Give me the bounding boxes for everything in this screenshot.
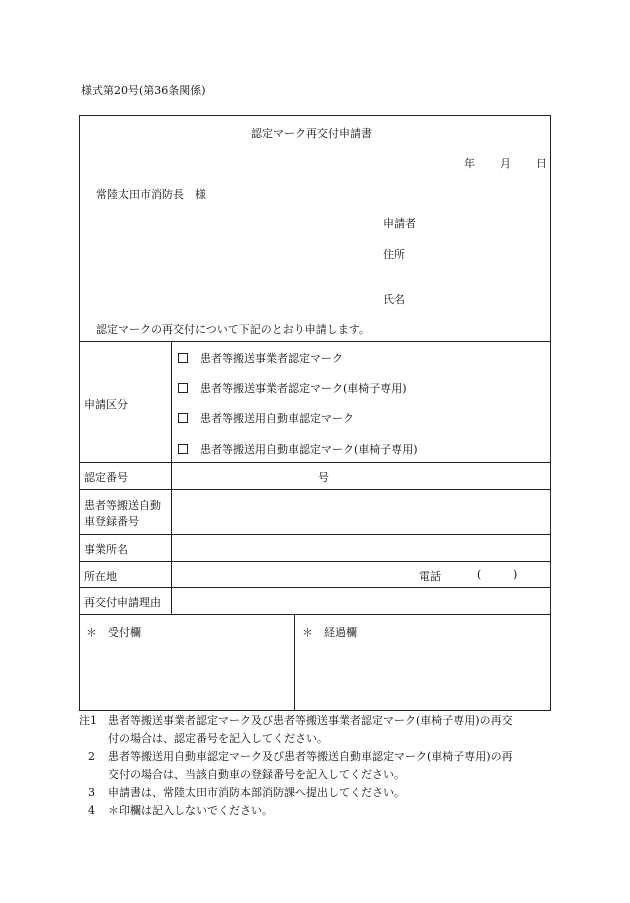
note-item bbox=[79, 802, 559, 820]
request-text: 認定マークの再交付について下記のとおり申請します。 bbox=[96, 323, 370, 336]
cert-number-suffix: 号 bbox=[318, 471, 329, 484]
category-option[interactable] bbox=[178, 380, 407, 396]
checkbox[interactable] bbox=[178, 353, 188, 363]
cert-number-label: 認定番号 bbox=[84, 471, 128, 484]
divider bbox=[79, 561, 551, 562]
form-title: 認定マーク再交付申請書 bbox=[251, 127, 372, 140]
note-item bbox=[79, 748, 559, 784]
note-number: 2 bbox=[88, 750, 95, 763]
reception-label: ＊ 受付欄 bbox=[86, 626, 141, 639]
vehicle-reg-label: 患者等搬送自動 bbox=[84, 499, 161, 512]
category-option[interactable] bbox=[178, 441, 418, 457]
divider bbox=[79, 341, 551, 342]
note-line: 交付の場合は、当該自動車の登録番号を記入してください。 bbox=[108, 768, 405, 781]
checkbox[interactable] bbox=[178, 413, 188, 423]
phone-label: 電話 bbox=[419, 570, 441, 583]
divider bbox=[79, 462, 551, 463]
column-divider bbox=[294, 614, 295, 711]
vehicle-reg-label: 車登録番号 bbox=[84, 515, 139, 528]
note-item bbox=[79, 712, 559, 748]
divider bbox=[79, 534, 551, 535]
notes bbox=[79, 712, 559, 820]
note-line: ＊印欄は記入しないでください。 bbox=[108, 804, 273, 817]
divider bbox=[79, 489, 551, 490]
note-number: 注1 bbox=[79, 714, 97, 727]
date-day-label: 日 bbox=[536, 157, 547, 170]
checkbox[interactable] bbox=[178, 383, 188, 393]
addressee: 常陸太田市消防長 様 bbox=[96, 188, 206, 201]
name-label: 氏名 bbox=[383, 293, 405, 306]
option-label: 患者等搬送用自動車認定マーク bbox=[200, 412, 354, 425]
phone-close-paren: ) bbox=[513, 568, 518, 581]
divider bbox=[79, 587, 551, 588]
checkbox[interactable] bbox=[178, 444, 188, 454]
applicant-label: 申請者 bbox=[383, 217, 416, 230]
note-line: 患者等搬送事業者認定マーク及び患者等搬送事業者認定マーク(車椅子専用)の再交 bbox=[108, 714, 513, 727]
note-line: 付の場合は、認定番号を記入してください。 bbox=[108, 732, 328, 745]
address-label: 住所 bbox=[383, 248, 405, 261]
reason-label: 再交付申請理由 bbox=[84, 596, 161, 609]
category-option[interactable] bbox=[178, 350, 343, 366]
office-name-label: 事業所名 bbox=[84, 543, 128, 556]
progress-label: ＊ 経過欄 bbox=[302, 626, 357, 639]
option-label: 患者等搬送事業者認定マーク bbox=[200, 352, 343, 365]
divider bbox=[79, 614, 551, 615]
category-label: 申請区分 bbox=[84, 398, 128, 411]
location-label: 所在地 bbox=[84, 570, 117, 583]
option-label: 患者等搬送用自動車認定マーク(車椅子専用) bbox=[200, 443, 418, 456]
category-option[interactable] bbox=[178, 410, 354, 426]
form-number: 様式第20号(第36条関係) bbox=[81, 84, 206, 97]
option-label: 患者等搬送事業者認定マーク(車椅子専用) bbox=[200, 382, 407, 395]
note-item bbox=[79, 784, 559, 802]
note-line: 申請書は、常陸太田市消防本部消防課へ提出してください。 bbox=[108, 786, 405, 799]
note-number: 3 bbox=[88, 786, 95, 799]
note-number: 4 bbox=[88, 804, 95, 817]
column-divider bbox=[171, 341, 172, 614]
phone-open-paren: ( bbox=[477, 568, 482, 581]
date-month-label: 月 bbox=[500, 157, 511, 170]
note-line: 患者等搬送用自動車認定マーク及び患者等搬送自動車認定マーク(車椅子専用)の再 bbox=[108, 750, 513, 763]
date-year-label: 年 bbox=[464, 157, 475, 170]
